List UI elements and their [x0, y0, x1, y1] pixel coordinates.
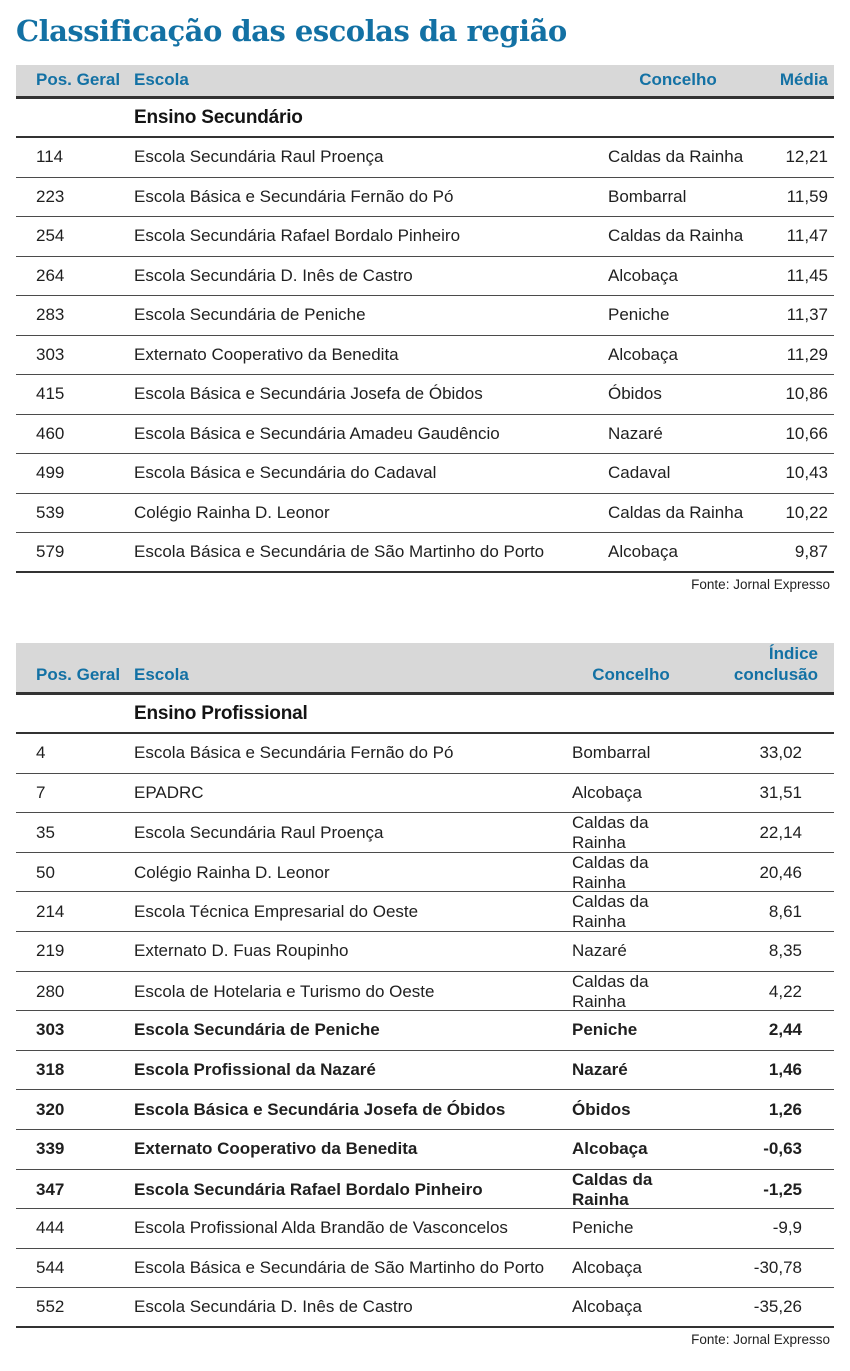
row-position: 219 — [36, 941, 65, 961]
source-note: Fonte: Jornal Expresso — [691, 576, 830, 592]
row-municipality: Caldas da Rainha — [572, 852, 649, 892]
row-position: 579 — [36, 541, 65, 561]
row-value: 22,14 — [759, 823, 802, 843]
table-header-row — [16, 65, 834, 99]
column-header-concelho: Concelho — [639, 69, 717, 89]
row-municipality: Caldas da Rainha — [572, 971, 649, 1011]
row-school-name: Colégio Rainha D. Leonor — [134, 502, 330, 522]
section-row — [16, 99, 834, 138]
table-row — [16, 257, 834, 297]
row-value: 10,66 — [785, 423, 828, 443]
table-row — [16, 138, 834, 178]
table-row — [16, 454, 834, 494]
row-position: 415 — [36, 384, 65, 404]
row-position: 254 — [36, 226, 65, 246]
row-municipality: Bombarral — [572, 743, 651, 763]
row-municipality: Cadaval — [608, 463, 671, 483]
row-position: 50 — [36, 862, 55, 882]
row-school-name: Escola Básica e Secundária Fernão do Pó — [134, 743, 454, 763]
table-row — [16, 1170, 834, 1210]
row-position: 283 — [36, 305, 65, 325]
row-value: 20,46 — [759, 862, 802, 882]
table-row — [16, 336, 834, 376]
row-school-name: Escola Secundária Raul Proença — [134, 147, 384, 167]
table-header-row — [16, 643, 834, 696]
row-position: 339 — [36, 1139, 65, 1159]
row-value: 10,22 — [785, 502, 828, 522]
row-school-name: Escola de Hotelaria e Turismo do Oeste — [134, 981, 435, 1001]
row-position: 114 — [36, 147, 64, 167]
row-position: 7 — [36, 782, 46, 802]
row-municipality: Peniche — [572, 1020, 638, 1040]
section-title-ensino-secundario: Ensino Secundário — [134, 106, 303, 128]
row-municipality: Peniche — [608, 305, 670, 325]
column-header-media: Média — [779, 69, 828, 89]
column-header-escola: Escola — [134, 69, 189, 89]
row-school-name: Escola Secundária Rafael Bordalo Pinheiro — [134, 226, 461, 246]
table-row — [16, 296, 834, 336]
row-municipality: Alcobaça — [572, 1139, 648, 1159]
row-position: 318 — [36, 1060, 65, 1080]
row-value: -35,26 — [753, 1297, 802, 1317]
table-row — [16, 813, 834, 853]
row-school-name: Escola Básica e Secundária de São Martinho do Porto — [134, 1258, 545, 1278]
table-row — [16, 178, 834, 218]
row-school-name: Escola Secundária de Peniche — [134, 305, 366, 325]
row-position: 303 — [36, 344, 65, 364]
row-municipality: Caldas da Rainha — [572, 1169, 653, 1209]
row-school-name: Externato Cooperativo da Benedita — [134, 344, 399, 364]
row-value: -30,78 — [753, 1258, 802, 1278]
table-ensino-secundario — [16, 65, 834, 592]
row-municipality: Peniche — [572, 1218, 634, 1238]
row-value: 9,87 — [794, 541, 828, 561]
section-row — [16, 695, 834, 734]
row-municipality: Nazaré — [572, 1060, 628, 1080]
row-position: 303 — [36, 1020, 65, 1040]
row-value: 11,29 — [786, 344, 828, 364]
row-value: 1,26 — [768, 1099, 802, 1119]
row-municipality: Caldas da Rainha — [608, 502, 744, 522]
row-school-name: Escola Técnica Empresarial do Oeste — [134, 902, 419, 922]
row-position: 539 — [36, 502, 65, 522]
row-school-name: Escola Secundária D. Inês de Castro — [134, 265, 413, 285]
table-row — [16, 972, 834, 1012]
row-school-name: Escola Básica e Secundária Josefa de Óbidos — [134, 1099, 506, 1119]
table-row — [16, 734, 834, 774]
column-header-indice-conclusao: Índice conclusão — [733, 643, 818, 684]
table-row — [16, 494, 834, 534]
row-value: 11,45 — [786, 265, 828, 285]
table-row — [16, 1249, 834, 1289]
row-school-name: Escola Profissional Alda Brandão de Vasconcelos — [134, 1218, 508, 1238]
table-row — [16, 1288, 834, 1328]
row-value: 8,61 — [768, 902, 802, 922]
row-school-name: Colégio Rainha D. Leonor — [134, 862, 330, 882]
row-school-name: Escola Básica e Secundária Josefa de Óbidos — [134, 384, 483, 404]
row-municipality: Nazaré — [572, 941, 627, 961]
table-row — [16, 217, 834, 257]
table-row — [16, 892, 834, 932]
row-position: 347 — [36, 1179, 65, 1199]
row-value: -9,9 — [772, 1218, 802, 1238]
row-municipality: Óbidos — [572, 1099, 631, 1119]
row-value: 1,46 — [768, 1060, 802, 1080]
table-ensino-profissional — [16, 643, 834, 1347]
column-header-pos-geral: Pos. Geral — [36, 664, 121, 684]
table-row — [16, 533, 834, 573]
row-position: 4 — [36, 743, 46, 763]
row-position: 35 — [36, 823, 55, 843]
row-school-name: Escola Secundária D. Inês de Castro — [134, 1297, 413, 1317]
row-municipality: Nazaré — [608, 423, 663, 443]
row-municipality: Caldas da Rainha — [572, 813, 649, 853]
table-row — [16, 853, 834, 893]
row-school-name: Escola Profissional da Nazaré — [134, 1060, 376, 1080]
table-row — [16, 932, 834, 972]
row-value: 31,51 — [759, 782, 802, 802]
table-row — [16, 375, 834, 415]
row-municipality: Alcobaça — [608, 541, 678, 561]
row-position: 444 — [36, 1218, 65, 1238]
row-municipality: Alcobaça — [608, 344, 678, 364]
row-value: 12,21 — [785, 147, 828, 167]
table-row — [16, 415, 834, 455]
row-municipality: Alcobaça — [608, 265, 678, 285]
source-note: Fonte: Jornal Expresso — [691, 1331, 830, 1347]
row-school-name: Escola Básica e Secundária Amadeu Gaudêncio — [134, 423, 500, 443]
row-municipality: Alcobaça — [572, 1258, 642, 1278]
table-row — [16, 1209, 834, 1249]
row-school-name: Escola Secundária de Peniche — [134, 1020, 380, 1040]
column-header-concelho: Concelho — [592, 664, 670, 684]
row-school-name: Externato D. Fuas Roupinho — [134, 941, 349, 961]
row-school-name: Escola Básica e Secundária do Cadaval — [134, 463, 437, 483]
table-body — [16, 138, 834, 573]
row-value: -0,63 — [763, 1139, 802, 1159]
row-position: 552 — [36, 1297, 65, 1317]
row-value: 11,59 — [786, 186, 828, 206]
row-position: 280 — [36, 981, 65, 1001]
row-position: 499 — [36, 463, 65, 483]
row-value: 11,47 — [786, 226, 828, 246]
table-row — [16, 1051, 834, 1091]
row-municipality: Óbidos — [608, 384, 662, 404]
row-value: 33,02 — [759, 743, 802, 763]
table-row — [16, 1011, 834, 1051]
row-position: 214 — [36, 902, 65, 922]
column-header-pos-geral: Pos. Geral — [36, 69, 121, 89]
row-school-name: Externato Cooperativo da Benedita — [134, 1139, 418, 1159]
table-row — [16, 1090, 834, 1130]
row-value: -1,25 — [763, 1179, 802, 1199]
page-title: Classificação das escolas da região — [16, 14, 567, 48]
row-municipality: Caldas da Rainha — [572, 892, 649, 932]
row-municipality: Caldas da Rainha — [608, 147, 744, 167]
row-municipality: Bombarral — [608, 186, 687, 206]
column-header-escola: Escola — [134, 664, 189, 684]
row-municipality: Alcobaça — [572, 782, 642, 802]
row-position: 544 — [36, 1258, 65, 1278]
row-school-name: Escola Secundária Raul Proença — [134, 823, 384, 843]
row-position: 223 — [36, 186, 65, 206]
table-body — [16, 734, 834, 1328]
row-position: 460 — [36, 423, 65, 443]
row-municipality: Caldas da Rainha — [608, 226, 744, 246]
table-row — [16, 1130, 834, 1170]
row-value: 8,35 — [768, 941, 802, 961]
table-row — [16, 774, 834, 814]
row-municipality: Alcobaça — [572, 1297, 642, 1317]
row-school-name: EPADRC — [134, 782, 204, 802]
row-position: 264 — [36, 265, 65, 285]
row-value: 10,86 — [785, 384, 828, 404]
row-value: 4,22 — [768, 981, 802, 1001]
row-value: 2,44 — [768, 1020, 802, 1040]
row-school-name: Escola Secundária Rafael Bordalo Pinheiro — [134, 1179, 483, 1199]
row-value: 10,43 — [785, 463, 828, 483]
row-school-name: Escola Básica e Secundária de São Martinho do Porto — [134, 541, 545, 561]
row-position: 320 — [36, 1099, 65, 1119]
section-title-ensino-profissional: Ensino Profissional — [134, 702, 308, 724]
row-value: 11,37 — [786, 305, 828, 325]
row-school-name: Escola Básica e Secundária Fernão do Pó — [134, 186, 454, 206]
